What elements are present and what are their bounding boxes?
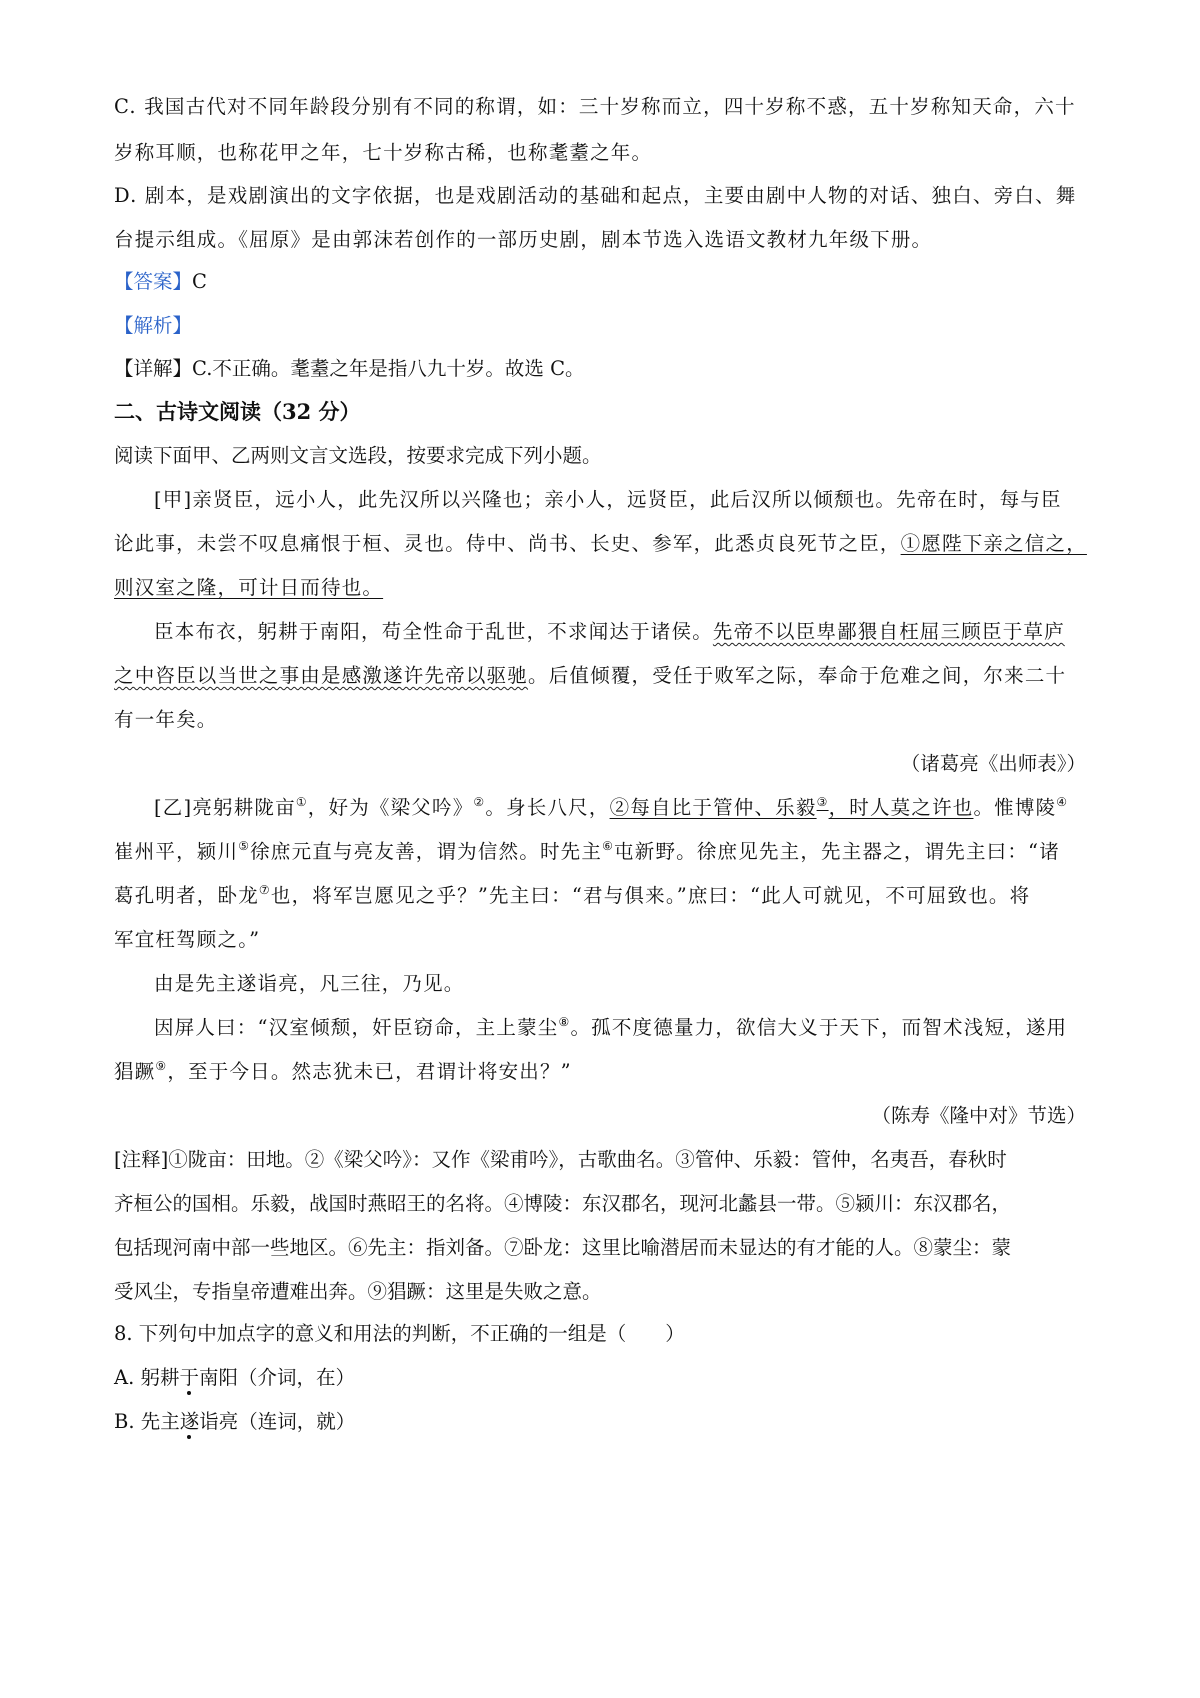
yi-underlined-sentence-2-cont: ，时人莫之许也 [828,796,974,819]
jia-line5 [114,661,1066,691]
footnote-mark: ⑥ [602,839,615,853]
yi-underlined-sentence-2: ②每自比于管仲、乐毅 [609,796,817,819]
option-c-line2: 岁称耳顺，也称花甲之年，七十岁称古稀，也称耄耋之年。 [114,141,653,164]
answer-line [114,267,207,297]
jia-line4 [154,617,1065,647]
yi-line6 [154,1013,1067,1045]
yi-line6-text-a: 因屏人曰：“汉室倾颓，奸臣窃命，主上蒙尘 [154,1016,559,1039]
yi-line1-text-b: ，好为《梁父吟》 [307,796,474,819]
yi-line1 [154,793,1068,825]
yi-line6-text-b: 。孤不度德量力，欲信大义于天下，而智术浅短，遂用 [570,1016,1068,1039]
yi-line1-text-a: [乙]亮躬耕陇亩 [154,796,296,819]
jia-line2 [114,529,1087,559]
footnote-mark: ④ [1056,795,1069,809]
yi-line3 [114,881,1030,913]
answer-value: C [192,270,207,293]
yi-line3-text-a: 葛孔明者，卧龙 [114,884,259,907]
footnote-mark: ⑨ [155,1059,168,1073]
option-d-line2: 台提示组成。《屈原》是由郭沫若创作的一部历史剧，剧本节选入选语文教材九年级下册。 [114,228,933,251]
instruction-line: 阅读下面甲、乙两则文言文选段，按要求完成下列小题。 [114,444,602,467]
jia-source: （诸葛亮《出师表》） [900,752,1086,775]
jia-underlined-sentence-1: ①愿陛下亲之信之， [900,532,1087,555]
jia-line4-text: 臣本布衣，躬耕于南阳，苟全性命于乱世，不求闻达于诸侯。 [154,620,713,643]
jia-wavy-sentence: 先帝不以臣卑鄙猥自枉屈三顾臣于草庐 [712,620,1065,643]
answer-label: 【答案】 [114,270,193,293]
detail-line: 【详解】C.不正确。耄耋之年是指八九十岁。故选 C。 [114,357,585,380]
jia-line3: 则汉室之隆，可计日而待也。 [114,576,384,599]
footnote-mark: ③ [816,795,829,809]
yi-line7 [114,1057,572,1089]
yi-line2-text-b: 徐庶元直与亮友善，谓为信然。时先主 [250,840,603,863]
yi-line4: 军宜枉驾顾之。” [114,928,261,951]
footnote-mark: ⑧ [558,1015,571,1029]
yi-line7-text-a: 猖蹶 [114,1060,156,1083]
option-a-text-a: A. 躬耕 [114,1366,180,1389]
jia-line6: 有一年矣。 [114,708,218,731]
section-title: 二、古诗文阅读（32 分） [114,399,361,424]
emphasis-dot-char: 遂 [179,1410,200,1433]
jia-line1: [甲]亲贤臣，远小人，此先汉所以兴隆也；亲小人，远贤臣，此后汉所以倾颓也。先帝在时，每与臣 [154,488,1062,511]
yi-line3-text-b: 也，将军岂愿见之乎？”先主曰：“君与俱来。”庶曰：“此人可就见，不可屈致也。将 [270,884,1031,907]
jia-wavy-sentence-cont: 之中咨臣以当世之事由是感激遂许先帝以驱驰 [114,664,529,687]
yi-line2 [114,837,1060,869]
option-c-line1: C. 我国古代对不同年龄段分别有不同的称谓，如：三十岁称而立，四十岁称不惑，五十岁称知天命，六十 [114,95,1076,118]
option-d-line1: D. 剧本，是戏剧演出的文字依据，也是戏剧活动的基础和起点，主要由剧中人物的对话、独白、旁白、舞 [114,184,1077,207]
footnote-mark: ⑤ [238,839,251,853]
option-b-text-b: 诣亮（连词，就） [199,1410,356,1433]
yi-line2-text-a: 崔州平，颍川 [114,840,239,863]
note-line1: [注释]①陇亩：田地。②《梁父吟》：又作《梁甫吟》，古歌曲名。③管仲、乐毅：管仲，名夷吾，春秋时 [114,1148,1007,1171]
option-a-text-b: 南阳（介词，在） [199,1366,356,1389]
yi-line1-text-f: 。惟博陵 [973,796,1057,819]
note-line4: 受风尘，专指皇帝遭难出奔。⑨猖蹶：这里是失败之意。 [114,1280,602,1303]
note-line2: 齐桓公的国相。乐毅，战国时燕昭王的名将。④博陵：东汉郡名，现河北蠡县一带。⑤颍川：东汉郡名， [114,1192,1012,1215]
yi-line2-text-c: 屯新野。徐庶见先主，先主器之，谓先主曰：“诸 [614,840,1060,863]
footnote-mark: ② [473,795,486,809]
yi-source: （陈寿《隆中对》节选） [871,1104,1086,1127]
option-a [114,1363,355,1393]
jia-line2-text: 论此事，未尝不叹息痛恨于桓、灵也。侍中、尚书、长史、参军，此悉贞良死节之臣， [114,532,901,555]
footnote-mark: ⑦ [258,883,271,897]
option-b-text-a: B. 先主 [114,1410,180,1433]
analysis-label: 【解析】 [114,314,193,337]
yi-line7-text-b: ，至于今日。然志犹未已，君谓计将安出？” [167,1060,572,1083]
option-b [114,1407,355,1437]
emphasis-dot-char: 于 [179,1366,199,1389]
footnote-mark: ① [295,795,308,809]
question-8: 8. 下列句中加点字的意义和用法的判断，不正确的一组是（ ） [114,1322,685,1345]
jia-line5-text: 。后值倾覆，受任于败军之际，奉命于危难之间，尔来二十 [528,664,1067,687]
note-line3: 包括现河南中部一些地区。⑥先主：指刘备。⑦卧龙：这里比喻潜居而未显达的有才能的人。⑧蒙尘：蒙 [114,1236,1012,1259]
yi-line5: 由是先主遂诣亮，凡三往，乃见。 [154,972,465,995]
yi-line1-text-c: 。身长八尺， [485,796,610,819]
